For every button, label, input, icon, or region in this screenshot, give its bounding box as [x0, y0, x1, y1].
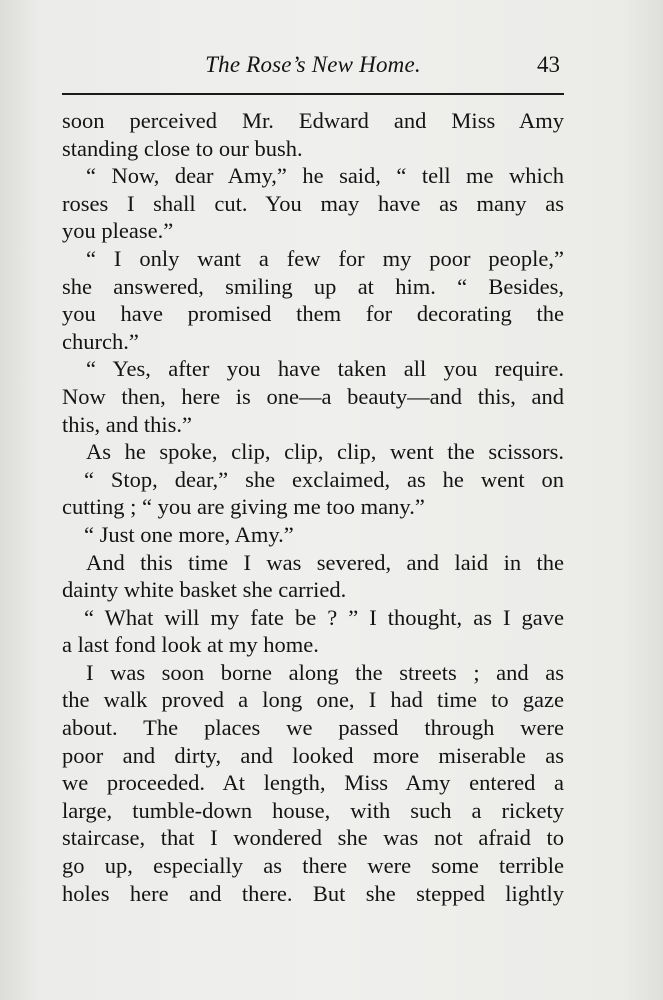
- text-line: dainty white basket she carried.: [62, 577, 347, 603]
- text-line: church.”: [62, 328, 139, 354]
- text-line: standing close to our bush.: [62, 135, 303, 161]
- text-line: “ Stop, dear,” she exclaimed, as he went on: [84, 466, 564, 492]
- text-line: “ Just one more, Amy.”: [84, 521, 294, 547]
- text-line: go up, especially as there were some terrible: [62, 853, 564, 879]
- header-rule: [62, 93, 564, 95]
- text-line: about. The places we passed through were: [62, 715, 564, 741]
- text-line: “ Now, dear Amy,” he said, “ tell me which: [86, 163, 564, 189]
- text-line: you have promised them for decorating the: [62, 301, 564, 327]
- text-line: we proceeded. At length, Miss Amy entered a: [62, 770, 564, 796]
- text-line: As he spoke, clip, clip, clip, went the scissors.: [86, 439, 564, 465]
- text-line: poor and dirty, and looked more miserable as: [62, 742, 564, 768]
- text-line: soon perceived Mr. Edward and Miss Amy: [62, 108, 564, 133]
- text-line: Now then, here is one—a beauty—and this, and: [62, 383, 564, 409]
- text-line: cutting ; “ you are giving me too many.”: [62, 494, 425, 520]
- text-line: “ I only want a few for my poor people,”: [86, 245, 564, 271]
- text-line: And this time I was severed, and laid in the: [86, 549, 564, 575]
- text-line: this, and this.”: [62, 411, 192, 437]
- page-number: 43: [537, 52, 560, 77]
- text-line: “ Yes, after you have taken all you require.: [86, 356, 564, 382]
- text-line: she answered, smiling up at him. “ Besides,: [62, 273, 564, 299]
- page-header: [62, 48, 564, 88]
- text-line: large, tumble-down house, with such a rickety: [62, 797, 564, 823]
- text-line: holes here and there. But she stepped lightly: [62, 880, 564, 906]
- text-line: staircase, that I wondered she was not afraid to: [62, 825, 564, 851]
- body-text: [62, 107, 564, 907]
- text-line: “ What will my fate be ? ” I thought, as I gave: [84, 604, 564, 630]
- text-line: roses I shall cut. You may have as many as: [62, 190, 564, 216]
- text-line: you please.”: [62, 218, 174, 244]
- running-title: The Rose’s New Home.: [205, 52, 421, 77]
- text-line: I was soon borne along the streets ; and as: [86, 659, 564, 685]
- text-line: the walk proved a long one, I had time to gaze: [62, 687, 564, 713]
- text-line: a last fond look at my home.: [62, 632, 319, 658]
